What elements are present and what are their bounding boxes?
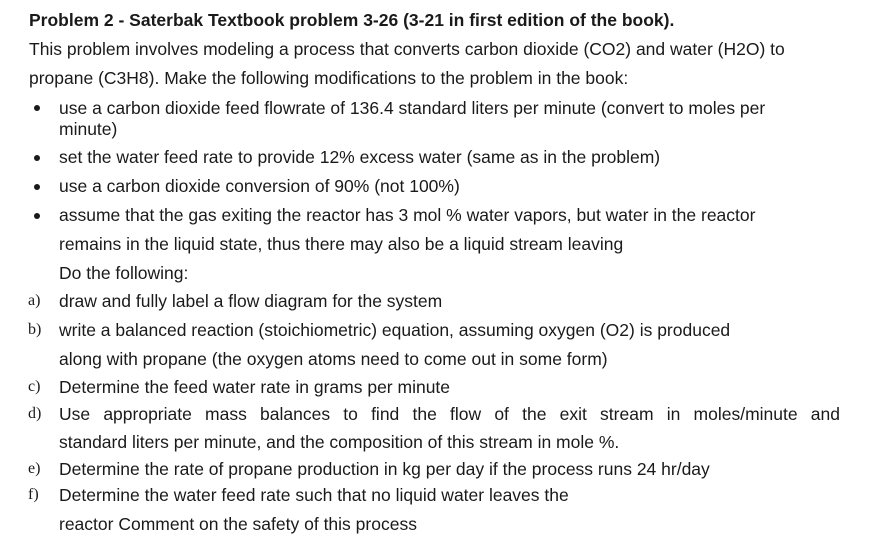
bullet-2-line-1: set the water feed rate to provide 12% excess water (same as in the problem) (59, 147, 661, 167)
bullet-4-line-1: assume that the gas exiting the reactor has 3 mol % water vapors, but water in the reactor (59, 205, 756, 225)
task-f-line-1: Determine the water feed rate such that no liquid water leaves the (59, 485, 569, 505)
bullet-dot (34, 213, 40, 219)
task-c-line-1: Determine the feed water rate in grams per minute (59, 377, 451, 397)
bullet-dot (34, 105, 40, 111)
intro-line-1: This problem involves modeling a process that converts carbon dioxide (CO2) and water (H2O) to (29, 39, 785, 59)
bullet-dot (34, 155, 40, 161)
bullet-1-line-1: use a carbon dioxide feed flowrate of 136.4 standard liters per minute (convert to moles per (59, 98, 766, 118)
bullet-1-line-2: minute) (59, 119, 118, 139)
task-b-line-2: along with propane (the oxygen atoms need to come out in some form) (59, 349, 608, 369)
task-a-line-1: draw and fully label a flow diagram for the system (59, 291, 443, 311)
task-marker-b: b) (28, 321, 42, 338)
bullet-4-line-2: remains in the liquid state, thus there may also be a liquid stream leaving (59, 234, 624, 254)
do-following-label: Do the following: (59, 263, 189, 283)
problem-title: Problem 2 - Saterbak Textbook problem 3-26 (3-21 in first edition of the book). (29, 10, 675, 30)
task-d-line-2: standard liters per minute, and the composition of this stream in mole %. (59, 432, 620, 452)
bullet-dot (34, 184, 40, 190)
task-marker-a: a) (28, 292, 41, 309)
bullet-3-line-1: use a carbon dioxide conversion of 90% (not 100%) (59, 176, 460, 196)
task-marker-c: c) (28, 378, 41, 395)
intro-line-2: propane (C3H8). Make the following modifications to the problem in the book: (29, 68, 629, 88)
task-marker-e: e) (28, 460, 41, 477)
task-e-line-1: Determine the rate of propane production in kg per day if the process runs 24 hr/day (59, 459, 710, 479)
task-b-line-1: write a balanced reaction (stoichiometric) equation, assuming oxygen (O2) is produced (59, 320, 731, 340)
task-marker-f: f) (28, 486, 39, 503)
task-f-line-2: reactor Comment on the safety of this process (59, 514, 417, 534)
task-d-line-1: Use appropriate mass balances to find the flow of the exit stream in moles/minute and (59, 404, 840, 424)
task-marker-d: d) (28, 405, 42, 422)
